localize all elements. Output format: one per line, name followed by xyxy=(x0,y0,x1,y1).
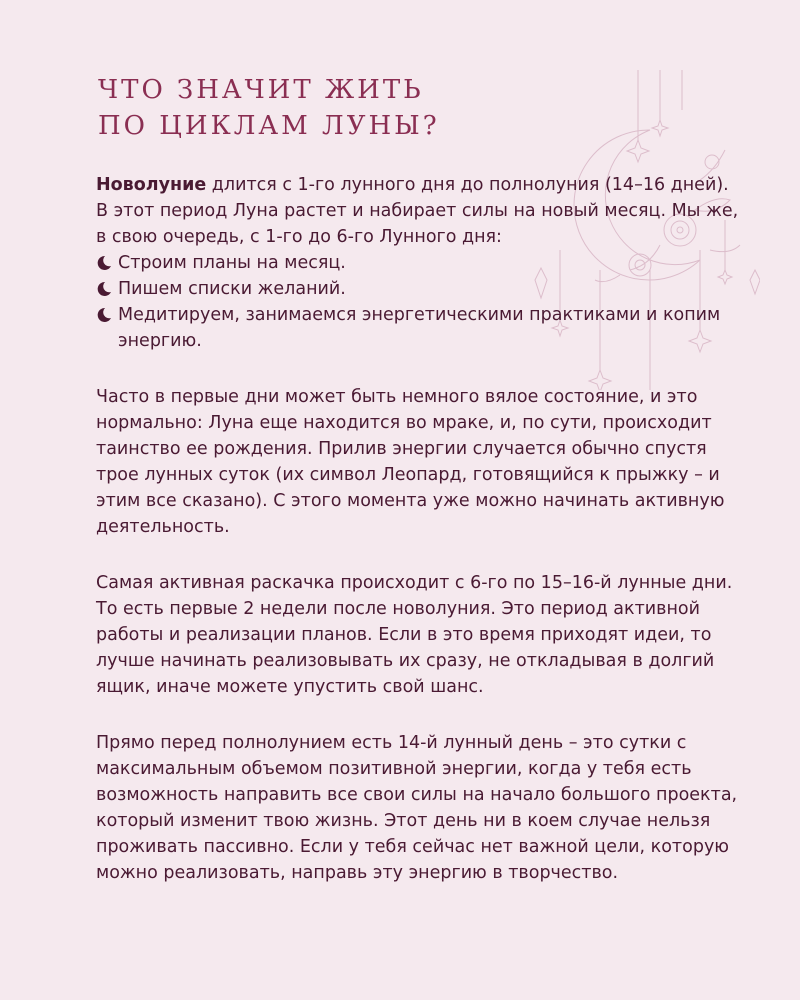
intro-text: длится с 1-го лунного дня до полнолуния (14–16 дней). В этот период Луна растет и набирает силы на новый месяц. Мы же, в свою очередь, с 1-го до 6-го Лунного дня: xyxy=(96,175,739,247)
title-line-1: ЧТО ЗНАЧИТ ЖИТЬ xyxy=(98,75,424,105)
crescent-moon-icon xyxy=(96,307,112,323)
list-item-text: Пишем списки желаний. xyxy=(118,279,346,299)
list-item xyxy=(96,276,746,302)
new-moon-list xyxy=(96,250,746,354)
page-title xyxy=(98,72,440,144)
crescent-moon-icon xyxy=(96,255,112,271)
title-line-2: ПО ЦИКЛАМ ЛУНЫ? xyxy=(98,111,440,141)
list-item-text: Медитируем, занимаемся энергетическими практиками и копим энергию. xyxy=(118,305,721,351)
article-body xyxy=(96,172,746,916)
intro-lead: Новолуние xyxy=(96,175,207,195)
paragraph-active-phase: Самая активная раскачка происходит с 6-го по 15–16-й лунные дни. То есть первые 2 недели после новолуния. Это период активной работы и реализации планов. Если в это время приходят идеи, то лучше начинать реализовывать их сразу, не откладывая в долгий ящик, иначе можете упустить свой шанс. xyxy=(96,573,733,697)
intro-paragraph xyxy=(96,172,746,250)
crescent-moon-icon xyxy=(96,281,112,297)
paragraph-full-moon: Прямо перед полнолунием есть 14-й лунный день – это сутки с максимальным объемом позитивной энергии, когда у тебя есть возможность направить все свои силы на начало большого проекта, который изменит твою жизнь. Этот день ни в коем случае нельзя проживать пассивно. Если у тебя сейчас нет важной цели, которую можно реализовать, направь эту энергию в творчество. xyxy=(96,733,738,883)
list-item xyxy=(96,302,746,354)
list-item xyxy=(96,250,746,276)
paragraph-first-days: Часто в первые дни может быть немного вялое состояние, и это нормально: Луна еще находится во мраке, и, по сути, происходит таинство ее рождения. Прилив энергии случается обычно спустя трое лунных суток (их символ Леопард, готовящийся к прыжку – и этим все сказано). С этого момента уже можно начинать активную деятельность. xyxy=(96,387,725,537)
list-item-text: Строим планы на месяц. xyxy=(118,253,346,273)
